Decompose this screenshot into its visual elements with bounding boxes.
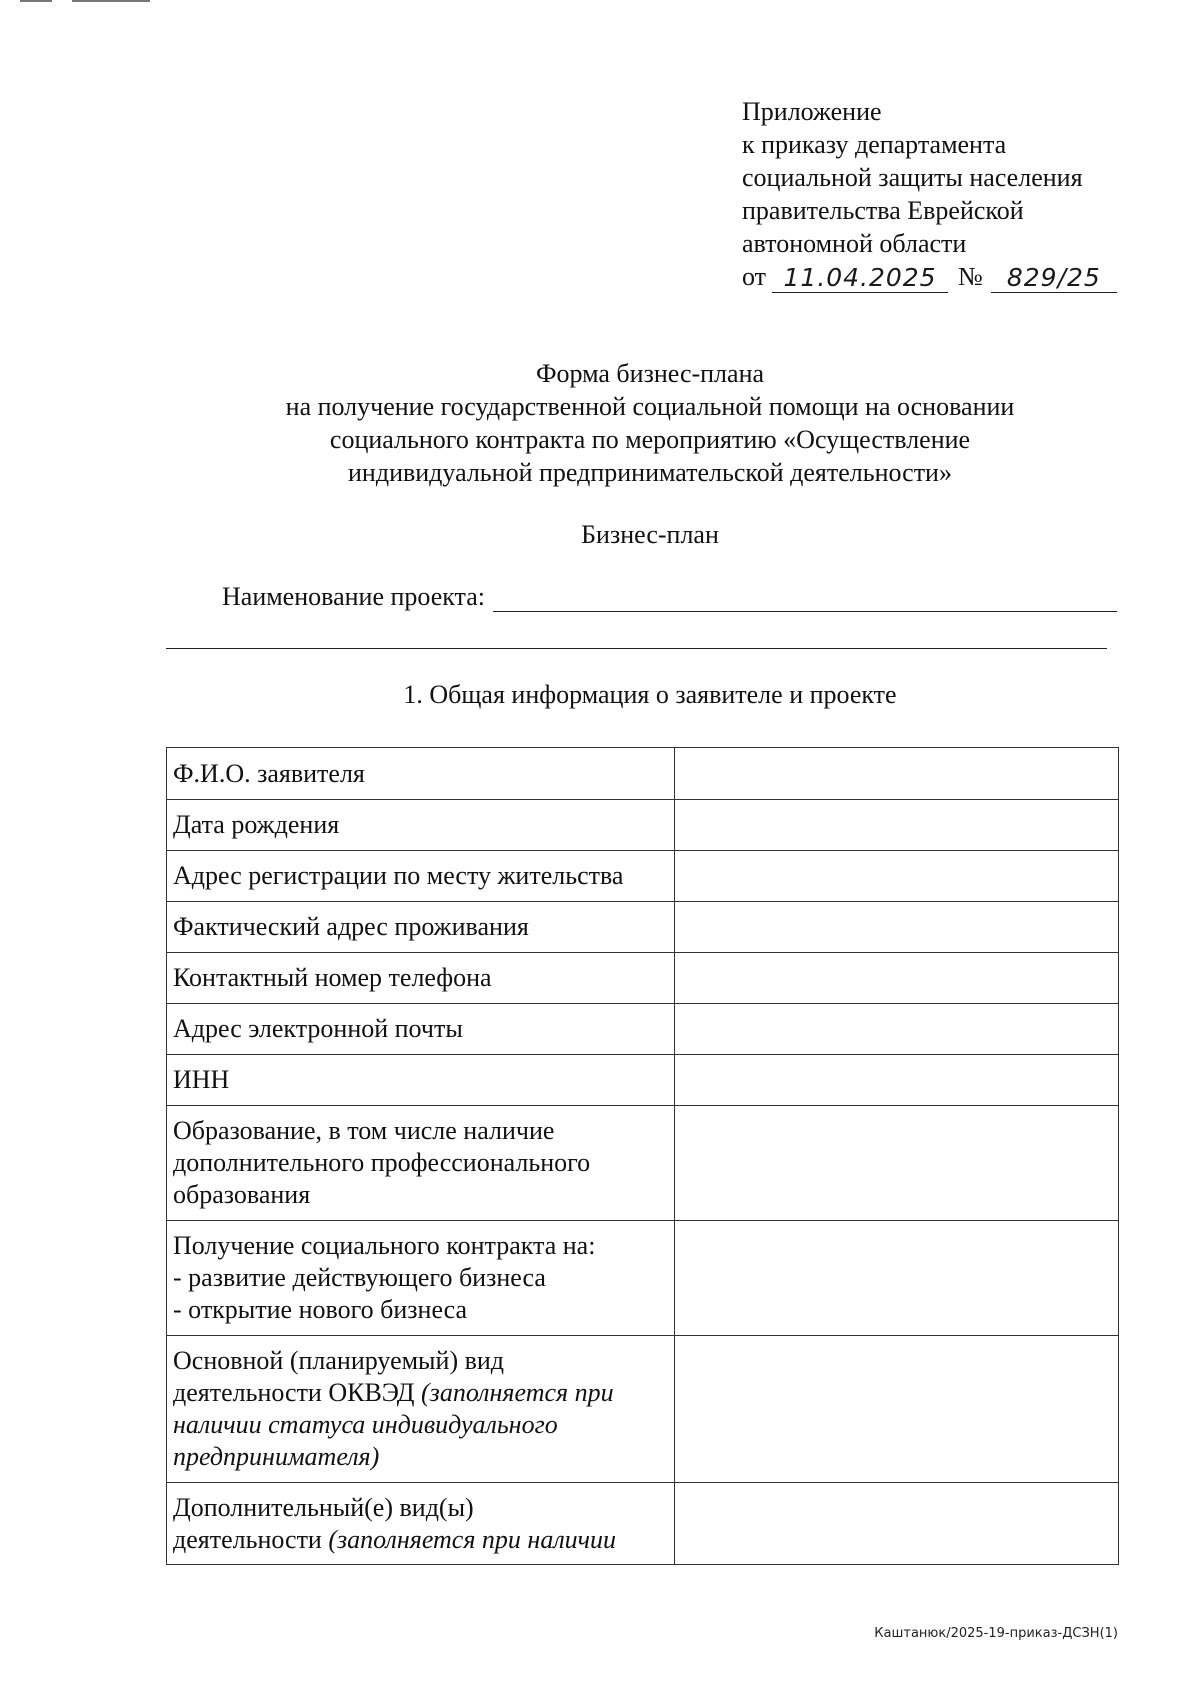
- date-prefix: от: [742, 262, 767, 291]
- row-label: [167, 1106, 675, 1221]
- row-value-cell[interactable]: [675, 953, 1119, 1004]
- row-label: [167, 851, 675, 902]
- row-value-cell[interactable]: [675, 1055, 1119, 1106]
- table-row: [167, 1106, 1119, 1221]
- row-label-line: ИНН: [173, 1065, 230, 1094]
- document-code: Каштанюк/2025-19-приказ-ДСЗН(1): [874, 1626, 1118, 1641]
- table-row: [167, 1004, 1119, 1055]
- row-value-cell[interactable]: [675, 1221, 1119, 1336]
- row-label-note: (заполняется при наличии статуса индивидуального предпринимателя): [173, 1378, 614, 1471]
- row-label-line: Дата рождения: [173, 810, 340, 839]
- row-value-cell[interactable]: [675, 902, 1119, 953]
- row-label-note: (заполняется при наличии: [328, 1524, 617, 1554]
- table-row: [167, 1055, 1119, 1106]
- row-label: [167, 1055, 675, 1106]
- row-label-line: Образование, в том числе наличие: [173, 1116, 555, 1145]
- table-row: [167, 1483, 1119, 1565]
- scan-mark: [72, 0, 150, 2]
- row-label: [167, 902, 675, 953]
- project-name-label: Наименование проекта:: [222, 582, 485, 611]
- project-name-field-continuation[interactable]: [166, 648, 1107, 649]
- row-value-cell[interactable]: [675, 748, 1119, 800]
- handwritten-date: 11.04.2025: [772, 264, 948, 293]
- appendix-line: Приложение: [742, 97, 882, 126]
- appendix-line: к приказу департамента: [742, 130, 1007, 159]
- row-label: [167, 1004, 675, 1055]
- number-sign: №: [958, 262, 983, 291]
- project-name-field[interactable]: [493, 585, 1117, 612]
- form-title-line: на получение государственной социальной помощи на основании: [285, 392, 1015, 421]
- row-label-line: образования: [173, 1180, 311, 1209]
- row-label-line: Фактический адрес проживания: [173, 912, 529, 941]
- business-plan-heading: Бизнес-план: [581, 520, 719, 549]
- row-label: [167, 953, 675, 1004]
- form-title-line: Форма бизнес-плана: [535, 359, 765, 388]
- applicant-info-table: [166, 747, 1119, 1565]
- row-label-line: деятельности ОКВЭД: [173, 1378, 422, 1407]
- row-label: [167, 800, 675, 851]
- row-value-cell[interactable]: [675, 1004, 1119, 1055]
- row-value-cell[interactable]: [675, 851, 1119, 902]
- row-value-cell[interactable]: [675, 800, 1119, 851]
- form-title-line: социального контракта по мероприятию «Осуществление: [329, 425, 971, 454]
- row-value-cell[interactable]: [675, 1106, 1119, 1221]
- row-label-line: - развитие действующего бизнеса: [173, 1263, 546, 1292]
- row-label-line: - открытие нового бизнеса: [173, 1295, 468, 1324]
- row-label-line: Получение социального контракта на:: [173, 1231, 596, 1260]
- row-label: [167, 1336, 675, 1483]
- row-value-cell[interactable]: [675, 1483, 1119, 1565]
- row-label-line: Основной (планируемый) вид: [173, 1346, 505, 1375]
- appendix-block: [742, 95, 1117, 293]
- section-title: 1. Общая информация о заявителе и проекте: [403, 680, 897, 709]
- handwritten-order-number: 829/25: [991, 264, 1117, 293]
- row-label-line: деятельности: [173, 1524, 329, 1554]
- form-title-line: индивидуальной предпринимательской деятельности»: [348, 458, 952, 487]
- row-label: [167, 1221, 675, 1336]
- form-title: [150, 357, 1150, 489]
- appendix-line: социальной защиты населения: [742, 163, 1083, 192]
- order-date-line: [742, 260, 1117, 293]
- row-label-line: Дополнительный(е) вид(ы): [173, 1492, 474, 1522]
- row-label-line: Адрес электронной почты: [173, 1014, 463, 1043]
- table-row: [167, 748, 1119, 800]
- table-row: [167, 851, 1119, 902]
- row-label-line: Адрес регистрации по месту жительства: [173, 861, 624, 890]
- table-row: [167, 902, 1119, 953]
- table-row: [167, 953, 1119, 1004]
- project-name-row: [222, 582, 1117, 612]
- row-value-cell[interactable]: [675, 1336, 1119, 1483]
- row-label-line: Контактный номер телефона: [173, 963, 492, 992]
- row-label: [167, 1483, 675, 1565]
- row-label-line: дополнительного профессионального: [173, 1148, 591, 1177]
- scan-mark: [20, 0, 52, 2]
- appendix-line: автономной области: [742, 229, 967, 258]
- row-label-line: Ф.И.О. заявителя: [173, 758, 365, 788]
- table-row: [167, 800, 1119, 851]
- table-row: [167, 1336, 1119, 1483]
- row-label: [167, 748, 675, 800]
- table-row: [167, 1221, 1119, 1336]
- appendix-line: правительства Еврейской: [742, 196, 1024, 225]
